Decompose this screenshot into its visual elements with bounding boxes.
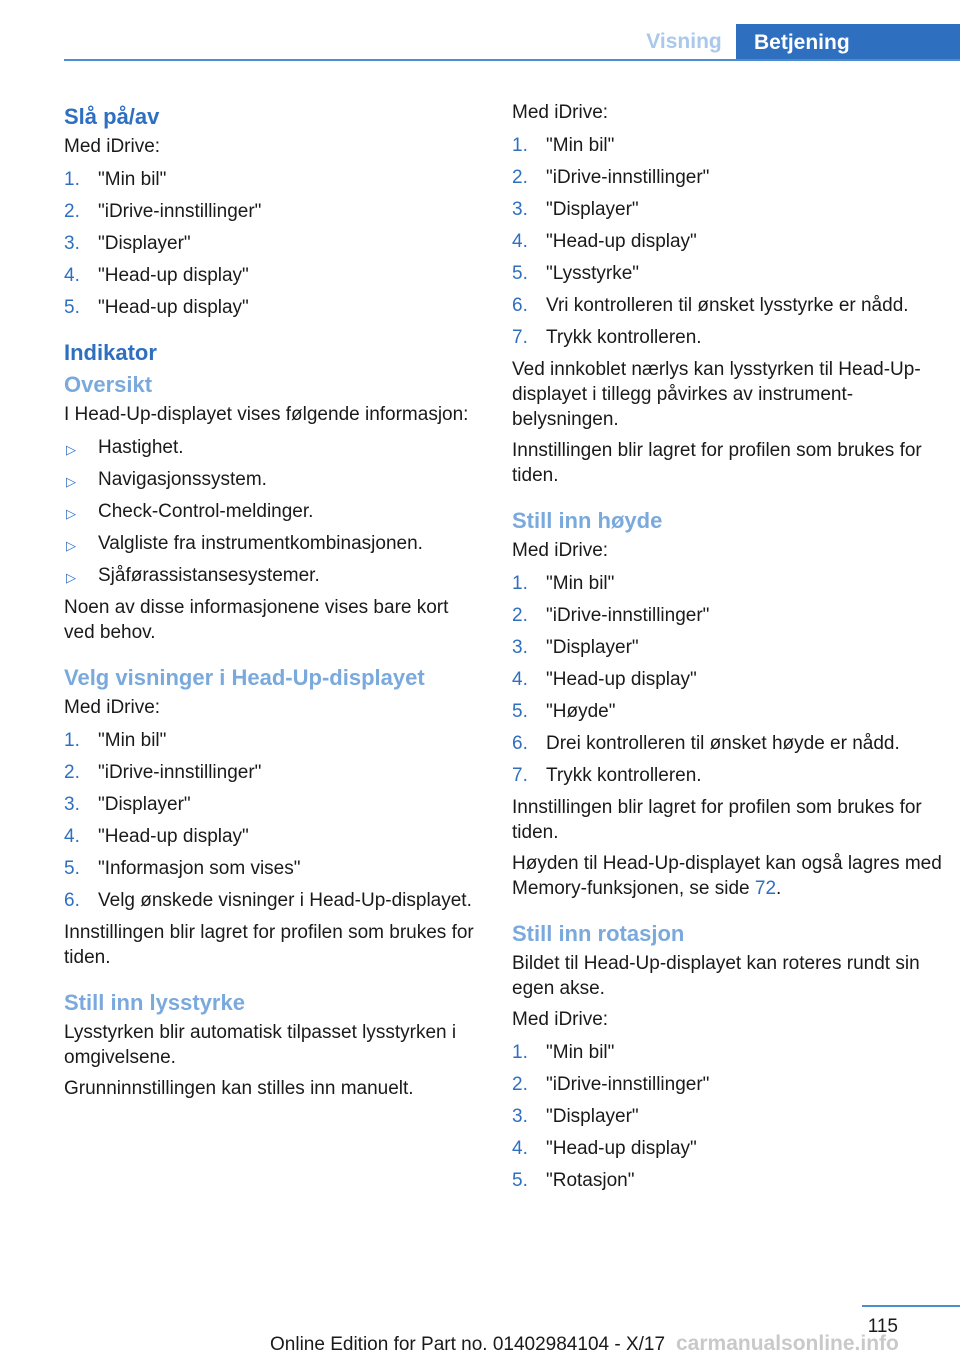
list-number: 6. xyxy=(64,890,80,911)
list-item xyxy=(64,167,476,192)
list-number: 1. xyxy=(64,730,80,751)
list-item-text: "iDrive-innstillinger" xyxy=(98,201,262,222)
footer-rule xyxy=(862,1305,960,1307)
list-item-text: Sjåførassistansesystemer. xyxy=(98,565,320,586)
heading-sla-pa-av: Slå på/av xyxy=(64,104,160,129)
list-number: 6. xyxy=(512,733,528,754)
list-item xyxy=(64,531,476,556)
page-number: 115 xyxy=(867,1316,898,1337)
list-item-text: "Min bil" xyxy=(546,135,615,156)
list-item xyxy=(512,133,942,158)
edition-text: Online Edition for Part no. 01402984104 - X/17 xyxy=(270,1334,666,1355)
paragraph: Innstillingen blir lagret for profilen som brukes for tiden. xyxy=(64,922,474,968)
triangle-bullet-icon: ▷ xyxy=(66,442,76,457)
paragraph: Innstillingen blir lagret for profilen som brukes for tiden. xyxy=(512,797,922,843)
list-item xyxy=(512,229,942,254)
list-item xyxy=(512,1104,942,1129)
list-number: 7. xyxy=(512,765,528,786)
list-item xyxy=(64,563,476,588)
list-item xyxy=(512,1040,942,1065)
bullet-list xyxy=(64,435,476,588)
list-item xyxy=(512,571,942,596)
list-item xyxy=(64,435,476,460)
list-item xyxy=(64,760,476,785)
list-item xyxy=(64,467,476,492)
watermark: carmanualsonline.info xyxy=(676,1332,899,1355)
list-item-text: "iDrive-innstillinger" xyxy=(546,1074,710,1095)
list-item-text: Velg ønskede visninger i Head-Up-displayet. xyxy=(98,890,472,911)
list-item-text: Trykk kontrolleren. xyxy=(546,765,702,786)
paragraph: Med iDrive: xyxy=(64,136,161,157)
list-item xyxy=(512,197,942,222)
list-number: 1. xyxy=(512,135,528,156)
triangle-bullet-icon: ▷ xyxy=(66,570,76,585)
list-item-text: Valgliste fra instrumentkombinasjonen. xyxy=(98,533,423,554)
list-number: 3. xyxy=(512,1106,528,1127)
list-item xyxy=(64,728,476,753)
paragraph-text: Høyden til Head-Up-displayet kan også lagres med Memory-funksjonen, se side xyxy=(512,853,942,899)
list-item xyxy=(512,667,942,692)
list-number: 3. xyxy=(64,794,80,815)
list-item-text: Drei kontrolleren til ønsket høyde er nådd. xyxy=(546,733,900,754)
paragraph: Ved innkoblet nærlys kan lysstyrken til Head-Up-displayet i tillegg påvirkes av instrumentbelysningen. xyxy=(512,359,921,430)
paragraph: Lysstyrken blir automatisk tilpasset lysstyrken i omgivelsene. xyxy=(64,1022,457,1068)
list-item-text: "iDrive-innstillinger" xyxy=(546,605,710,626)
left-column xyxy=(64,100,476,1107)
page-header xyxy=(0,0,960,62)
paragraph: Med iDrive: xyxy=(512,1009,609,1030)
list-item xyxy=(512,293,942,318)
list-item xyxy=(512,699,942,724)
paragraph: Med iDrive: xyxy=(512,102,609,123)
heading-indikator: Indikator xyxy=(64,340,157,365)
list-number: 2. xyxy=(512,605,528,626)
paragraph: Med iDrive: xyxy=(64,697,161,718)
list-number: 5. xyxy=(64,297,80,318)
list-number: 2. xyxy=(64,762,80,783)
list-item-text: "iDrive-innstillinger" xyxy=(98,762,262,783)
list-item-text: "Min bil" xyxy=(546,1042,615,1063)
list-number: 4. xyxy=(512,231,528,252)
right-column xyxy=(512,100,942,1200)
list-number: 5. xyxy=(64,858,80,879)
triangle-bullet-icon: ▷ xyxy=(66,506,76,521)
list-item-text: "Displayer" xyxy=(546,199,639,220)
page-link-72[interactable]: 72 xyxy=(754,878,777,899)
list-number: 2. xyxy=(512,1074,528,1095)
list-item xyxy=(64,199,476,224)
list-item xyxy=(64,856,476,881)
triangle-bullet-icon: ▷ xyxy=(66,474,76,489)
numbered-list xyxy=(512,133,942,350)
header-rule xyxy=(64,59,960,61)
list-item-text: Check-Control-meldinger. xyxy=(98,501,314,522)
tab-betjening[interactable]: Betjening xyxy=(736,24,960,61)
list-item-text: "Høyde" xyxy=(546,701,616,722)
list-item xyxy=(64,824,476,849)
list-number: 3. xyxy=(512,637,528,658)
paragraph: I Head-Up-displayet vises følgende informasjon: xyxy=(64,404,469,425)
list-item-text: "Head-up display" xyxy=(98,297,249,318)
list-item xyxy=(512,165,942,190)
list-item xyxy=(64,231,476,256)
list-item-text: "Displayer" xyxy=(98,233,191,254)
list-item xyxy=(512,763,942,788)
list-item xyxy=(64,499,476,524)
numbered-list xyxy=(512,571,942,788)
list-number: 6. xyxy=(512,295,528,316)
list-item xyxy=(64,263,476,288)
heading-still-inn-hoyde: Still inn høyde xyxy=(512,508,663,533)
list-number: 2. xyxy=(64,201,80,222)
heading-still-inn-lysstyrke: Still inn lysstyrke xyxy=(64,990,245,1015)
list-item-text: Trykk kontrolleren. xyxy=(546,327,702,348)
heading-velg-visninger: Velg visninger i Head-Up-displayet xyxy=(64,665,425,690)
list-number: 1. xyxy=(512,1042,528,1063)
list-item xyxy=(512,731,942,756)
list-number: 4. xyxy=(64,826,80,847)
paragraph: Med iDrive: xyxy=(512,540,609,561)
list-item xyxy=(512,1136,942,1161)
numbered-list xyxy=(64,167,476,320)
list-item-text: "Displayer" xyxy=(546,637,639,658)
paragraph: Innstillingen blir lagret for profilen som brukes for tiden. xyxy=(512,440,922,486)
list-number: 5. xyxy=(512,1170,528,1191)
list-item-text: "Head-up display" xyxy=(546,669,697,690)
list-item-text: "Min bil" xyxy=(98,730,167,751)
list-number: 3. xyxy=(512,199,528,220)
list-item xyxy=(512,635,942,660)
list-item-text: "iDrive-innstillinger" xyxy=(546,167,710,188)
paragraph: Grunninnstillingen kan stilles inn manuelt. xyxy=(64,1078,414,1099)
numbered-list xyxy=(64,728,476,913)
list-number: 2. xyxy=(512,167,528,188)
list-item-text: "Informasjon som vises" xyxy=(98,858,301,879)
list-number: 5. xyxy=(512,263,528,284)
list-item xyxy=(64,888,476,913)
list-item-text: "Head-up display" xyxy=(546,231,697,252)
heading-still-inn-rotasjon: Still inn rotasjon xyxy=(512,921,685,946)
list-number: 4. xyxy=(512,669,528,690)
paragraph-end: . xyxy=(776,878,782,899)
numbered-list xyxy=(512,1040,942,1193)
list-item-text: "Displayer" xyxy=(546,1106,639,1127)
list-item-text: Vri kontrolleren til ønsket lysstyrke er nådd. xyxy=(546,295,909,316)
list-item-text: "Head-up display" xyxy=(546,1138,697,1159)
list-item-text: "Head-up display" xyxy=(98,265,249,286)
list-item-text: "Rotasjon" xyxy=(546,1170,635,1191)
list-number: 1. xyxy=(512,573,528,594)
list-number: 1. xyxy=(64,169,80,190)
tab-visning[interactable]: Visning xyxy=(646,30,722,53)
list-number: 4. xyxy=(64,265,80,286)
list-item xyxy=(64,295,476,320)
list-item-text: "Lysstyrke" xyxy=(546,263,640,284)
heading-oversikt: Oversikt xyxy=(64,372,153,397)
paragraph-memory xyxy=(512,851,942,901)
list-item xyxy=(512,603,942,628)
list-item-text: "Min bil" xyxy=(98,169,167,190)
list-item xyxy=(512,1168,942,1193)
list-item xyxy=(512,1072,942,1097)
list-item-text: Navigasjonssystem. xyxy=(98,469,267,490)
list-item xyxy=(512,261,942,286)
list-item-text: "Head-up display" xyxy=(98,826,249,847)
list-item xyxy=(512,325,942,350)
list-number: 4. xyxy=(512,1138,528,1159)
list-item-text: Hastighet. xyxy=(98,437,184,458)
triangle-bullet-icon: ▷ xyxy=(66,538,76,553)
list-number: 7. xyxy=(512,327,528,348)
paragraph: Bildet til Head-Up-displayet kan roteres rundt sin egen akse. xyxy=(512,953,920,999)
list-number: 5. xyxy=(512,701,528,722)
list-item-text: "Displayer" xyxy=(98,794,191,815)
list-number: 3. xyxy=(64,233,80,254)
paragraph: Noen av disse informasjonene vises bare kort ved behov. xyxy=(64,597,449,643)
list-item xyxy=(64,792,476,817)
list-item-text: "Min bil" xyxy=(546,573,615,594)
